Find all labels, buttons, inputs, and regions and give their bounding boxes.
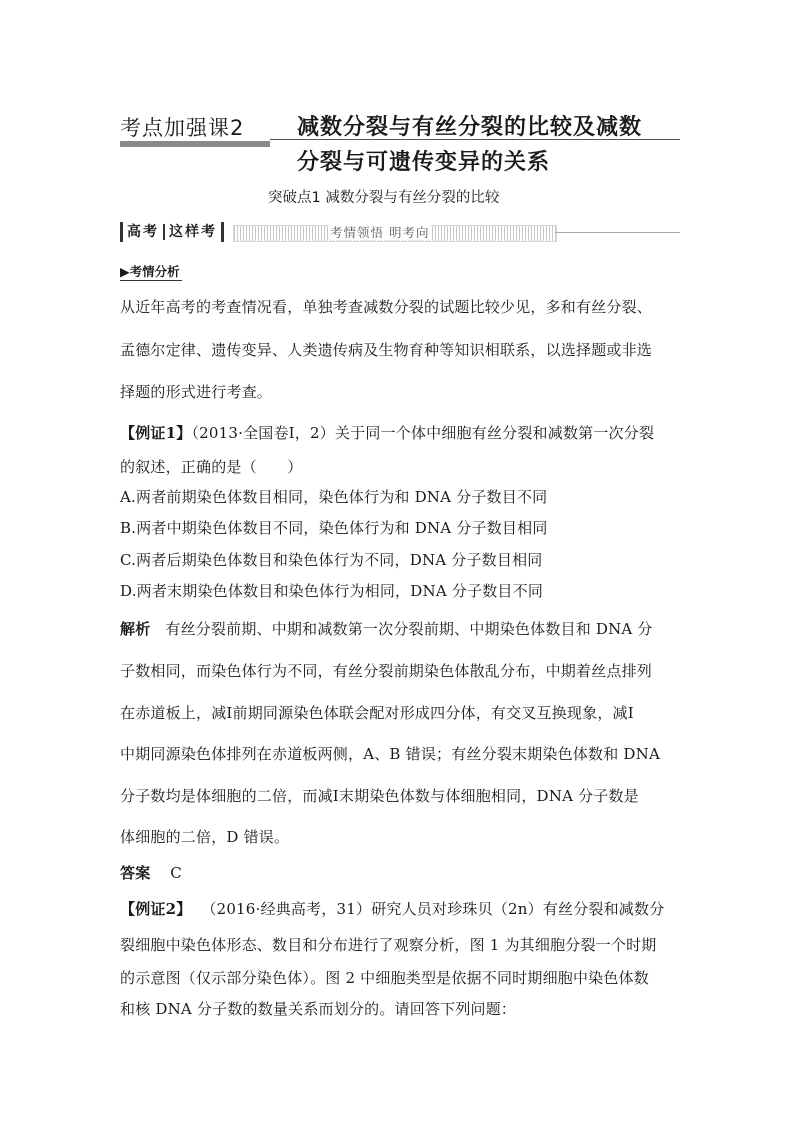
answer-value: C [170, 864, 182, 882]
band-divider [163, 224, 165, 240]
example1-stem-text-1: （2013·全国卷Ⅰ，2）关于同一个体中细胞有丝分裂和减数第一次分裂 [191, 424, 655, 442]
analysis-text-1: 有丝分裂前期、中期和减数第一次分裂前期、中期染色体数目和 DNA 分 [165, 620, 653, 638]
page-title-line-1: 减数分裂与有丝分裂的比较及减数 [297, 114, 643, 140]
intro-line-1: 从近年高考的考查情况看，单独考查减数分裂的试题比较少见，多和有丝分裂、 [120, 298, 653, 316]
analysis-line-6: 体细胞的二倍，D 错误。 [120, 828, 290, 846]
lesson-header [120, 108, 680, 148]
page-title-line-2: 分裂与可遗传变异的关系 [297, 149, 551, 175]
analysis-line-1 [120, 618, 653, 639]
example1-label: 【例证1】 [120, 424, 192, 442]
analysis-line-4: 中期同源染色体排列在赤道板两侧，A、B 错误；有丝分裂末期染色体数和 DNA [120, 745, 660, 763]
option-d: D.两者末期染色体数目和染色体行为相同，DNA 分子数目不同 [120, 582, 544, 600]
exam-band [120, 222, 680, 244]
section-subtitle: 突破点1 减数分裂与有丝分裂的比较 [268, 190, 500, 206]
option-b: B.两者中期染色体数目不同，染色体行为和 DNA 分子数目相同 [120, 519, 548, 537]
section-heading: ▶考情分析 [120, 264, 180, 279]
answer-label: 答案 [120, 864, 151, 882]
intro-line-3: 择题的形式进行考查。 [120, 383, 273, 401]
band-end-bar [221, 222, 224, 242]
band-label [120, 222, 224, 242]
example2-line-2: 裂细胞中染色体形态、数目和分布进行了观察分析，图 1 为其细胞分裂一个时期 [120, 936, 657, 954]
option-c: C.两者后期染色体数目和染色体行为不同，DNA 分子数目相同 [120, 551, 543, 569]
band-rule [555, 232, 680, 233]
example2-line-1 [120, 898, 664, 919]
example1-stem-line-1 [120, 422, 654, 443]
example2-label: 【例证2】 [120, 900, 192, 918]
tag-underline-bar [120, 141, 270, 147]
option-a: A.两者前期染色体数目相同，染色体行为和 DNA 分子数目不同 [120, 488, 548, 506]
section-heading-underline [120, 280, 182, 281]
band-label-a: 高考 [127, 224, 159, 240]
example2-line-3: 的示意图（仅示部分染色体）。图 2 中细胞类型是依据不同时期细胞中染色体数 [120, 969, 649, 987]
example2-line-4: 和核 DNA 分子数的数量关系而划分的。请回答下列问题： [120, 1000, 517, 1018]
analysis-line-3: 在赤道板上，减Ⅰ前期同源染色体联会配对形成四分体，有交叉互换现象，减Ⅰ [120, 704, 634, 722]
band-label-b: 这样考 [169, 224, 217, 240]
example2-text-1: （2016·经典高考，31）研究人员对珍珠贝（2n）有丝分裂和减数分 [201, 900, 665, 918]
lesson-tag: 考点加强课2 [120, 116, 245, 140]
analysis-label: 解析 [120, 620, 151, 638]
intro-line-2: 孟德尔定律、遗传变异、人类遗传病及生物育种等知识相联系，以选择题或非选 [120, 341, 653, 359]
band-caption: 考情领悟 明考向 [330, 225, 430, 240]
analysis-line-5: 分子数均是体细胞的二倍，而减Ⅰ末期染色体数与体细胞相同，DNA 分子数是 [120, 787, 639, 805]
example1-stem-line-2: 的叙述，正确的是（ ） [120, 458, 303, 476]
answer-line [120, 862, 182, 883]
analysis-line-2: 子数相同，而染色体行为不同，有丝分裂前期染色体散乱分布，中期着丝点排列 [120, 662, 653, 680]
